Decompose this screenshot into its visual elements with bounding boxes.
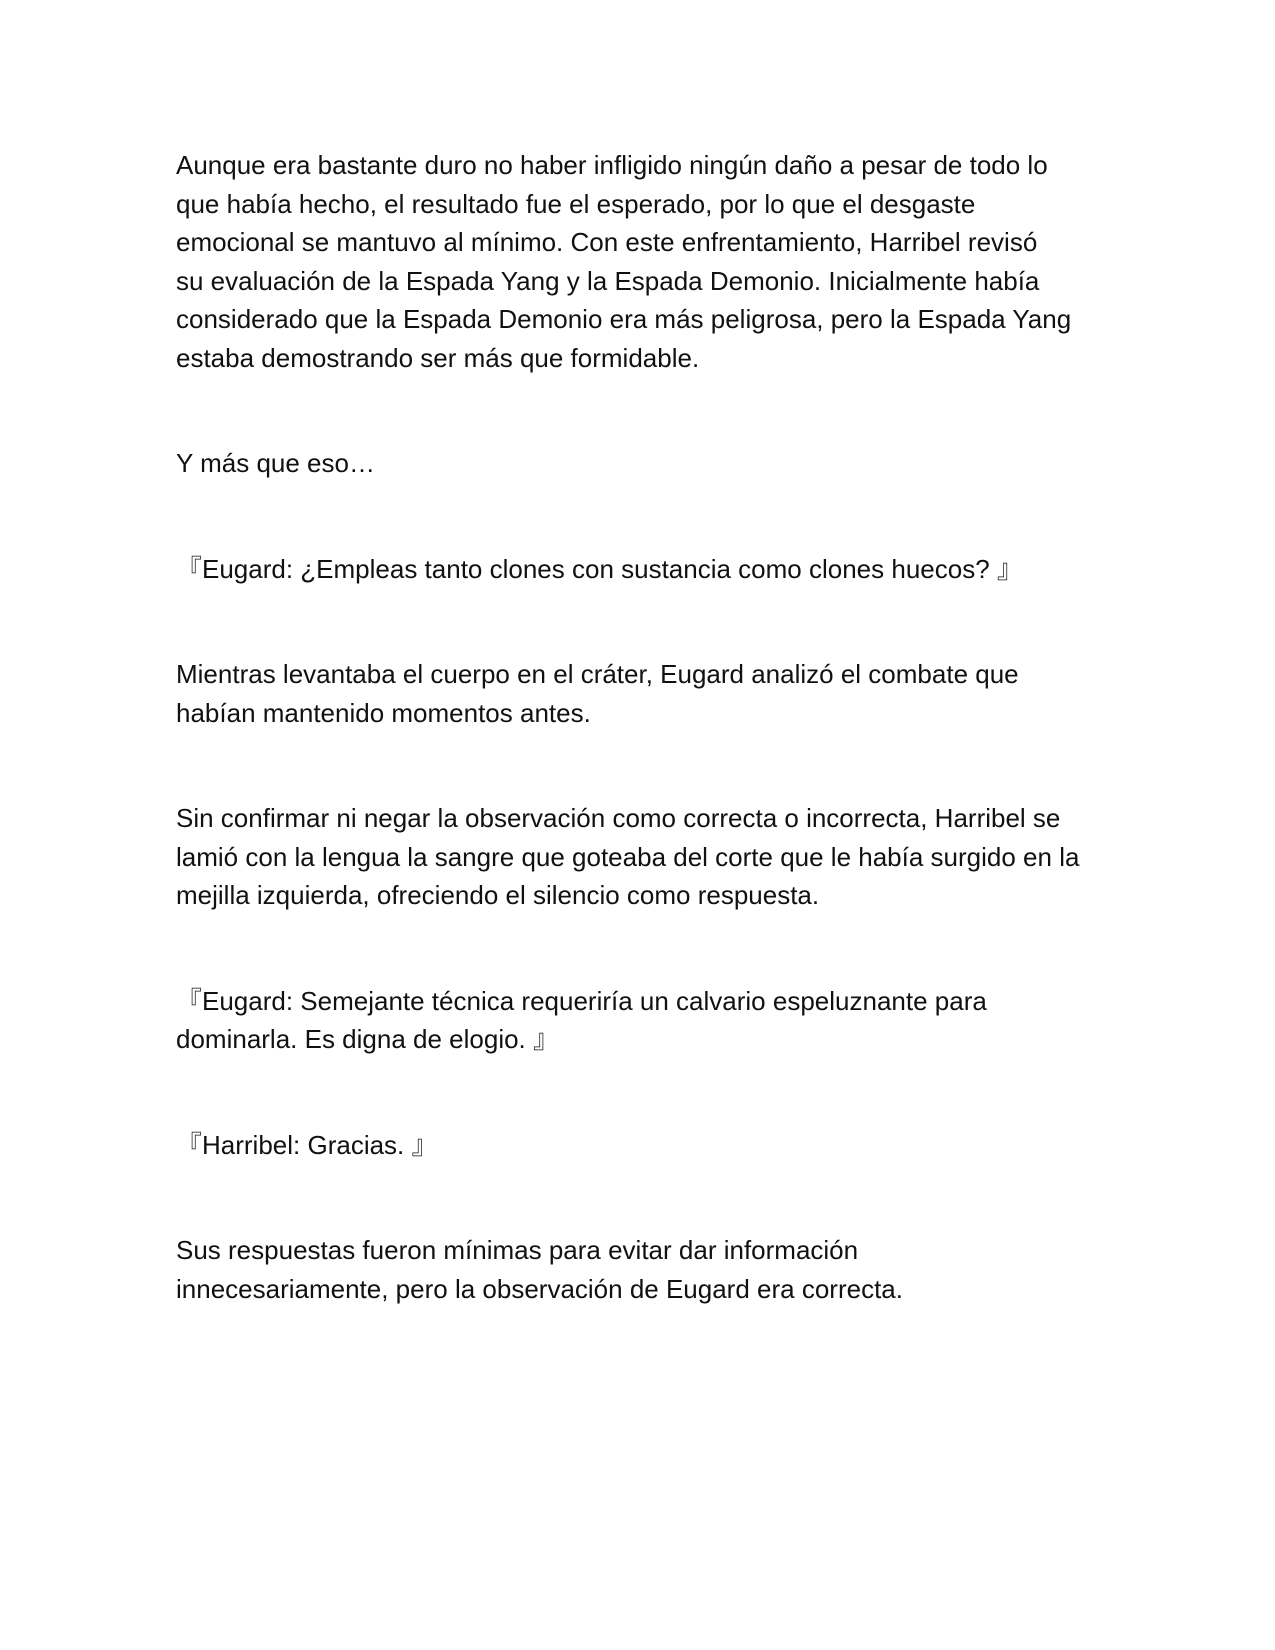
paragraph-narration <box>176 655 1101 732</box>
paragraph-narration <box>176 799 1101 915</box>
text-line: Aunque era bastante duro no haber infligido ningún daño a pesar de todo lo <box>176 150 1048 180</box>
paragraph-spacer <box>176 377 1101 444</box>
text-line: estaba demostrando ser más que formidable. <box>176 342 700 373</box>
text-line: Sus respuestas fueron mínimas para evitar dar información <box>176 1235 859 1265</box>
document-body <box>176 146 1101 1308</box>
paragraph-narration <box>176 146 1101 377</box>
text-line: innecesariamente, pero la observación de Eugard era correcta. <box>176 1273 903 1304</box>
dialogue-line: 『Harribel: Gracias. 』 <box>176 1129 438 1160</box>
paragraph-dialogue <box>176 982 1101 1059</box>
paragraph-dialogue <box>176 1126 1101 1165</box>
text-line: Sin confirmar ni negar la observación como correcta o incorrecta, Harribel se <box>176 803 1061 833</box>
paragraph-spacer <box>176 1059 1101 1126</box>
text-line: lamió con la lengua la sangre que goteaba del corte que le había surgido en la <box>176 841 1080 872</box>
text-line: mejilla izquierda, ofreciendo el silencio como respuesta. <box>176 880 820 910</box>
text-line: su evaluación de la Espada Yang y la Espada Demonio. Inicialmente había <box>176 265 1040 296</box>
text-line: Y más que eso… <box>176 448 375 478</box>
paragraph-narration <box>176 444 1101 483</box>
paragraph-spacer <box>176 732 1101 799</box>
paragraph-spacer <box>176 588 1101 655</box>
text-line: Mientras levantaba el cuerpo en el cráter, Eugard analizó el combate que <box>176 659 1019 689</box>
text-line: considerado que la Espada Demonio era más peligrosa, pero la Espada Yang <box>176 304 1072 334</box>
paragraph-dialogue <box>176 550 1101 589</box>
text-line: habían mantenido momentos antes. <box>176 697 591 728</box>
text-line: que había hecho, el resultado fue el esperado, por lo que el desgaste <box>176 188 976 219</box>
paragraph-narration <box>176 1231 1101 1308</box>
paragraph-spacer <box>176 1164 1101 1231</box>
dialogue-line: 『Eugard: ¿Empleas tanto clones con sustancia como clones huecos? 』 <box>176 553 1023 584</box>
paragraph-spacer <box>176 915 1101 982</box>
text-line: emocional se mantuvo al mínimo. Con este enfrentamiento, Harribel revisó <box>176 227 1038 257</box>
paragraph-spacer <box>176 483 1101 550</box>
dialogue-line: 『Eugard: Semejante técnica requeriría un calvario espeluznante para <box>176 985 987 1016</box>
dialogue-line: dominarla. Es digna de elogio. 』 <box>176 1024 560 1054</box>
